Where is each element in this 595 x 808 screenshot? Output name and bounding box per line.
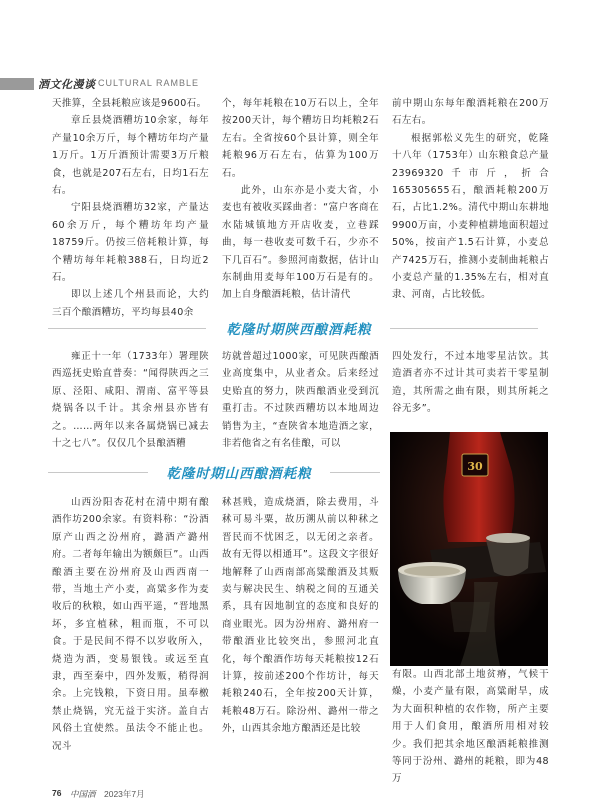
bottle-label-text: 30 bbox=[467, 460, 483, 473]
shanxi-column-2 bbox=[222, 494, 379, 738]
page-number: 76 bbox=[52, 788, 62, 798]
column-subtitle: CULTURAL RAMBLE bbox=[98, 78, 200, 88]
section-title: 乾隆时期陕西酿酒耗粮 bbox=[226, 322, 372, 338]
heading-rule-right bbox=[390, 328, 538, 329]
issue-date: 2023年7月 bbox=[104, 789, 145, 799]
paragraph: 此外，山东亦是小麦大省，小麦也有被收买踩曲者：“富户客商在水陆城镇地方开店收麦，立巷踩曲，每一巷收麦可数千石，少亦不下几百石”。参照河南数据，估计山东制曲用麦每年100万石是有的。加上自身酿酒耗粮，估计清代 bbox=[222, 185, 379, 301]
shaanxi-column-3 bbox=[392, 348, 549, 418]
magazine-name: 中国酒 bbox=[70, 790, 96, 800]
bottle-shape bbox=[443, 432, 514, 542]
column-title: 酒文化漫谈 bbox=[38, 78, 96, 91]
paragraph: 天推算，全县耗粮应该是9600石。 bbox=[52, 98, 207, 109]
shaanxi-column-2 bbox=[222, 348, 379, 452]
heading-rule-right bbox=[330, 472, 380, 473]
heading-rule-left bbox=[48, 328, 206, 329]
paragraph: 坊就普超过1000家，可见陕西酿酒业高度集中，从业者众。后来经过史贻直的努力，陕西酿酒业受到沉重打击。不过陕西糟坊以本地周边销售为主，“查陕省本地造酒之家，非若他省之有名佳酿，可以 bbox=[222, 351, 379, 450]
paragraph: 山西汾阳杏花村在清中期有酿酒作坊200余家。有资料称：“汾酒原产山西之汾州府，潞酒产潞州府。二者每年输出为额颇巨”。山西酿酒主要在汾州府及山西西南一带，当地土产小麦，高粱多作为麦收后的秋粮，如山西平遥，“晋地黑坏，多宜植秫，粗而瓶，不可以食。于是民间不得不以岁收所入，烧造为酒，变易银钱。或远至直隶，西至秦中，四外发贩，稍得润余。上完钱粮，下资日用。虽奉檄禁止烧锅，究无益于实济。盖自古风俗土宜使然。虽法令不能止也。况斗 bbox=[52, 497, 209, 752]
paragraph: 四处发行，不过本地零星沽饮。其造酒者亦不过计其可卖若干零星制造，其所需之曲有限，则其所耗之谷无多”。 bbox=[392, 351, 549, 415]
shaanxi-column-1 bbox=[52, 348, 209, 452]
header-accent-bar bbox=[0, 78, 34, 90]
paragraph: 个，每年耗粮在10万石以上，全年按200天计，每个糟坊日均耗粮2石左右。全省按60个县计算，则全年耗粮96万石左右，估算为100万石。 bbox=[222, 98, 379, 179]
top-column-3 bbox=[392, 95, 549, 304]
paragraph: 即以上述几个州县而论，大约三百个酿酒糟坊，平均每县40余 bbox=[52, 289, 209, 318]
liquor-bottle-illustration bbox=[390, 432, 548, 666]
paragraph: 宁阳县烧酒糟坊32家，产量达60余万斤，每个糟坊年均产量18759斤。仍按三倍耗粮计算，每个糟坊每年耗粮388石，日均近2石。 bbox=[52, 202, 209, 284]
shanxi-column-3 bbox=[392, 666, 549, 788]
paragraph: 雍正十一年（1733年）署理陕西巡抚史贻直普奏：“闻得陕西之三原、泾阳、咸阳、渭南、富平等县烧锅各以千计。其余州县亦皆有之。……两年以来各属烧锅已减去十之七八”。仅仅几个县酿酒糟 bbox=[52, 351, 209, 450]
top-column-2 bbox=[222, 95, 379, 304]
liquor-photo bbox=[390, 432, 548, 666]
paragraph: 秫甚贱，造成烧酒，除去费用，斗秫可易斗粟，故历溯从前以种秫之晋民而不忧困乏，以无闭之亲者。故有无得以相通耳”。这段文字很好地解释了山西南部高粱酿酒及其贩卖与解决民生、纳税之间的互通关系，具有因地制宜的态度和良好的商业眼光。因为汾州府、潞州府一带酿酒业比较突出，参照河北直化，每个酿酒作坊每天耗粮按12石计算，按前述200个作坊计，每天耗粮240石，全年按200天计算，耗粮48万石。除汾州、潞州一带之外，山西其余地方酿酒还是比较 bbox=[222, 497, 379, 735]
shanxi-column-1 bbox=[52, 494, 209, 755]
paragraph: 章丘县烧酒糟坊10余家，每年产量10余万斤，每个糟坊年均产量1万斤。1万斤酒预计需要3万斤粮食，也就是207石左右，日均1石左右。 bbox=[52, 115, 209, 197]
section-heading-shaanxi bbox=[0, 318, 595, 338]
paragraph: 前中期山东每年酿酒耗粮在200万石左右。 bbox=[392, 98, 549, 127]
heading-rule-left bbox=[48, 472, 148, 473]
top-column-1 bbox=[52, 95, 209, 321]
paragraph: 根据郭松义先生的研究，乾隆十八年（1753年）山东粮食总产量23969320千市斤，折合165305655石，酿酒耗粮200万石，占比1.2%。清代中期山东耕地9900万亩，小麦种植耕地面积超过50%，按亩产1.5石计算，小麦总产7425万石，推测小麦制曲耗粮占小麦总产量的1.35%左右，相对直隶、河南，占比较低。 bbox=[392, 132, 549, 301]
page-header bbox=[0, 38, 595, 91]
section-title: 乾隆时期山西酿酒耗粮 bbox=[166, 466, 312, 482]
paragraph: 有限。山西北部土地贫瘠，气候干燥，小麦产量有限，高粱耐旱，成为大面积种植的农作物，所产主要用于人们食用，酿酒所用相对较少。我们把其余地区酿酒耗粮推测等同于汾州、潞州的耗粮，即为48万 bbox=[392, 669, 549, 785]
